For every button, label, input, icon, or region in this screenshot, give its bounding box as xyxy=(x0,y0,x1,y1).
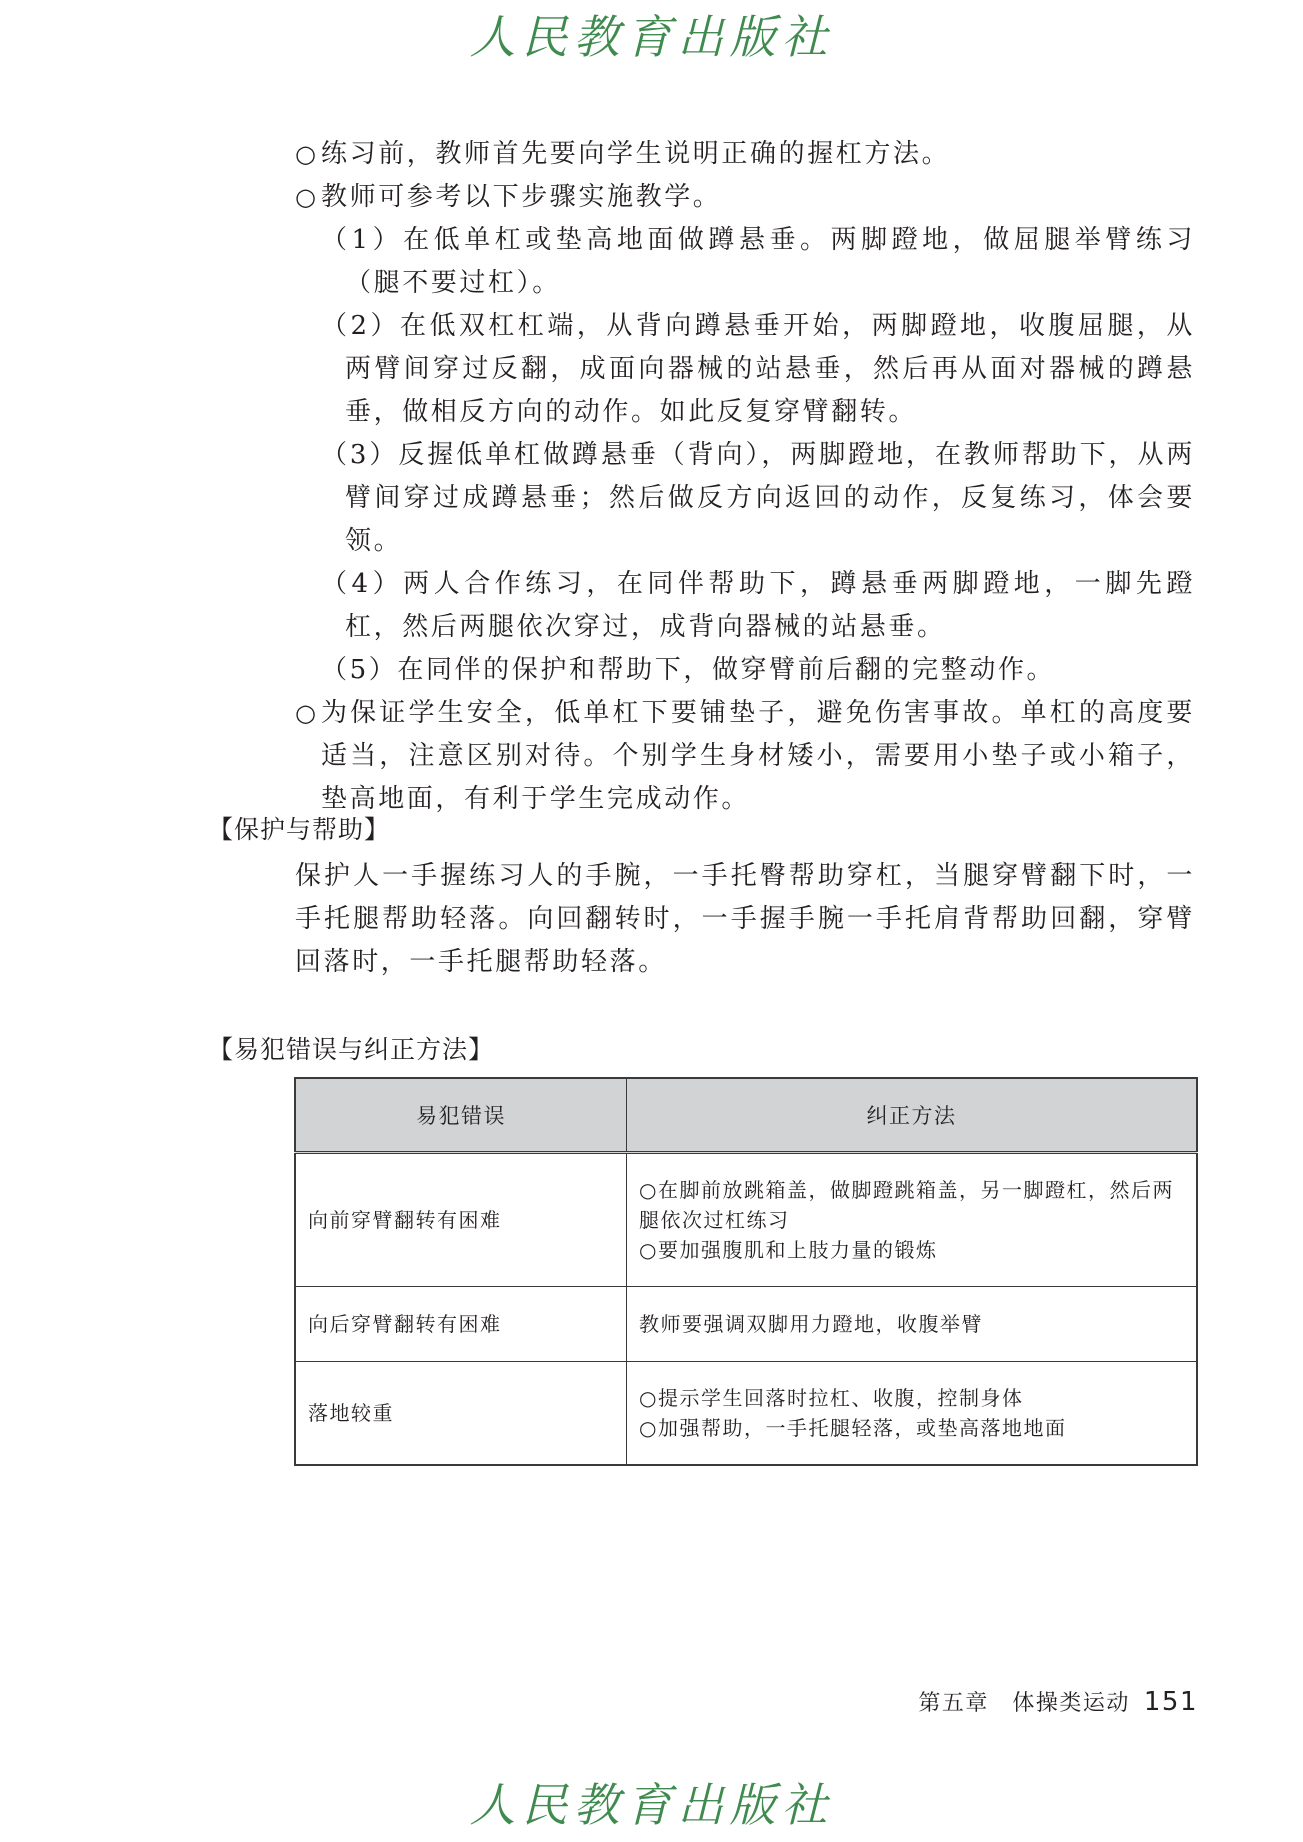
intro-bullet-1: ○ 练习前，教师首先要向学生说明正确的握杠方法。 xyxy=(295,133,1195,176)
fix-cell: 教师要强调双脚用力蹬地，收腹举臂 xyxy=(627,1287,1198,1362)
page-number: 151 xyxy=(1143,1687,1198,1717)
intro-bullet-2: ○ 教师可参考以下步骤实施教学。 xyxy=(295,176,1195,219)
step-1: （1）在低单杠或垫高地面做蹲悬垂。两脚蹬地，做屈腿举臂练习（腿不要过杠）。 xyxy=(321,225,1195,298)
fix-cell: ○在脚前放跳箱盖，做脚蹬跳箱盖，另一脚蹬杠，然后两腿依次过杠练习 ○要加强腹肌和上肢力量的锻炼 xyxy=(627,1153,1198,1287)
errors-heading: 【易犯错误与纠正方法】 xyxy=(208,1035,495,1064)
publisher-logo-top: 人民教育出版社 xyxy=(469,10,834,64)
step-5: （5）在同伴的保护和帮助下，做穿臂前后翻的完整动作。 xyxy=(321,655,1056,685)
step-3: （3）反握低单杠做蹲悬垂（背向），两脚蹬地，在教师帮助下，从两臂间穿过成蹲悬垂；然后做反方向返回的动作，反复练习，体会要领。 xyxy=(321,440,1195,556)
column-header-fix: 纠正方法 xyxy=(627,1078,1198,1153)
chapter-title: 第五章 体操类运动 xyxy=(918,1691,1130,1716)
fix-cell: ○提示学生回落时拉杠、收腹，控制身体 ○加强帮助，一手托腿轻落，或垫高落地地面 xyxy=(627,1362,1198,1466)
safety-bullet: ○ 为保证学生安全，低单杠下要铺垫子，避免伤害事故。单杠的高度要适当，注意区别对待。个别学生身材矮小，需要用小垫子或小箱子，垫高地面，有利于学生完成动作。 xyxy=(295,692,1195,821)
error-cell: 向后穿臂翻转有困难 xyxy=(295,1287,627,1362)
teaching-steps xyxy=(295,133,1195,821)
table-row xyxy=(295,1362,1197,1466)
error-cell: 落地较重 xyxy=(295,1362,627,1466)
publisher-logo-bottom: 人民教育出版社 xyxy=(469,1778,834,1832)
errors-table xyxy=(294,1077,1198,1466)
table-row xyxy=(295,1153,1197,1287)
protection-text: 保护人一手握练习人的手腕，一手托臀帮助穿杠，当腿穿臂翻下时，一手托腿帮助轻落。向回翻转时，一手握手腕一手托肩背帮助回翻，穿臂回落时，一手托腿帮助轻落。 xyxy=(295,861,1195,977)
table-header-row xyxy=(295,1078,1197,1153)
bullet-mark: ○ xyxy=(295,140,316,168)
protection-heading: 【保护与帮助】 xyxy=(208,815,391,844)
error-cell: 向前穿臂翻转有困难 xyxy=(295,1153,627,1287)
table-row xyxy=(295,1287,1197,1362)
page-footer xyxy=(918,1686,1198,1717)
step-4: （4）两人合作练习，在同伴帮助下，蹲悬垂两脚蹬地，一脚先蹬杠，然后两腿依次穿过，成背向器械的站悬垂。 xyxy=(321,569,1195,642)
step-2: （2）在低双杠杠端，从背向蹲悬垂开始，两脚蹬地，收腹屈腿，从两臂间穿过反翻，成面向器械的站悬垂，然后再从面对器械的蹲悬垂，做相反方向的动作。如此反复穿臂翻转。 xyxy=(321,311,1195,427)
bullet-mark: ○ xyxy=(295,183,316,211)
bullet-mark: ○ xyxy=(295,699,316,727)
column-header-error: 易犯错误 xyxy=(295,1078,627,1153)
